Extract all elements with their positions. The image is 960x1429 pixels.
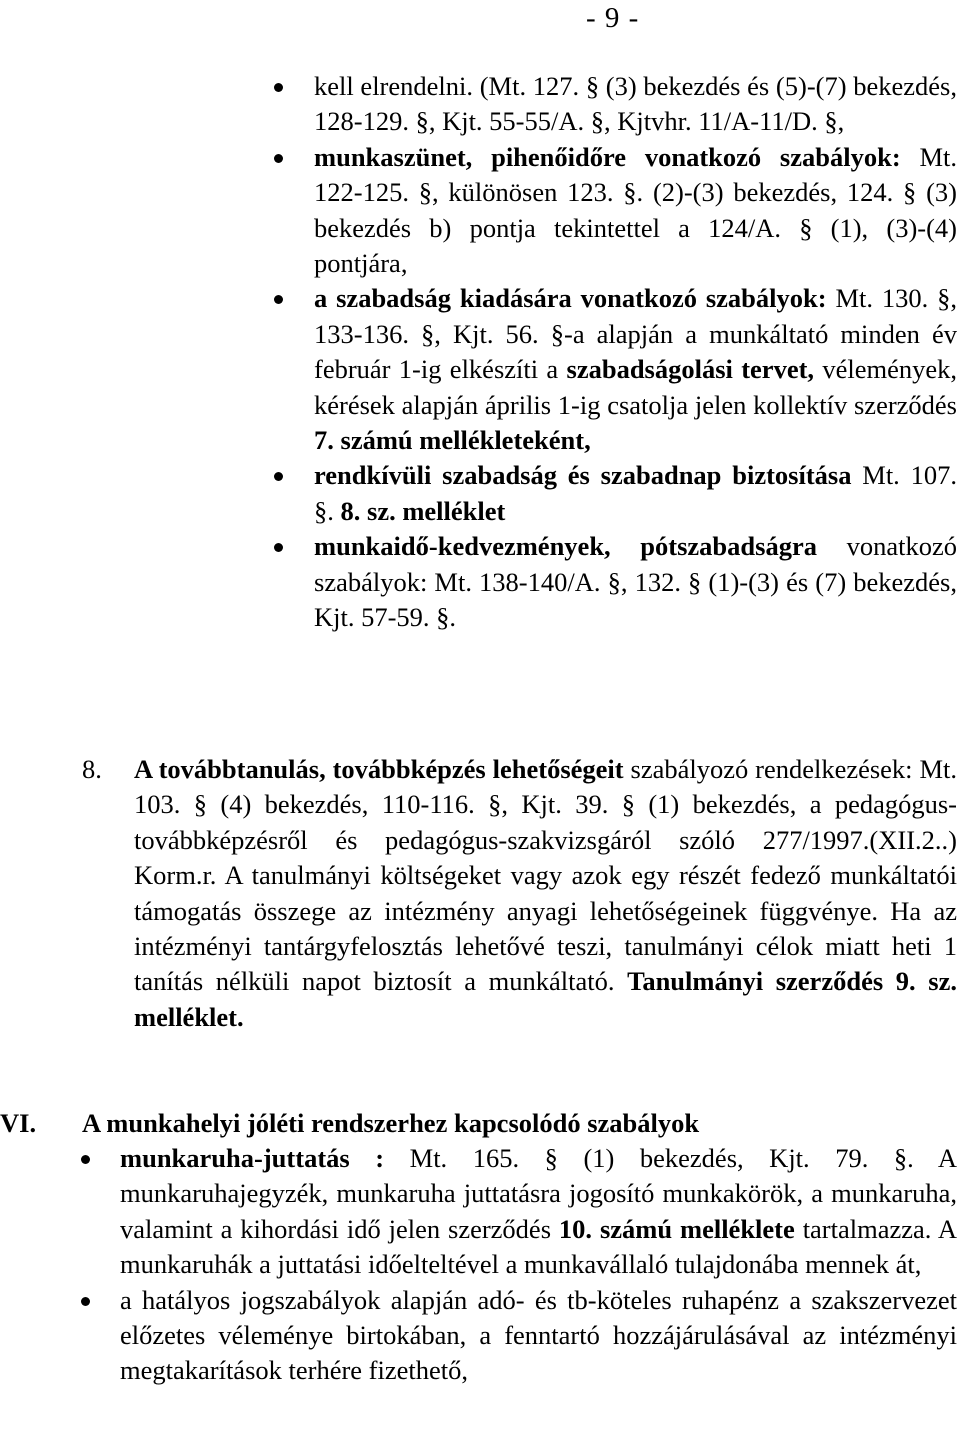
section-number: 8. [82,754,102,784]
list-item [314,458,957,529]
list-item-text: munkaidő-kedvezmények, pótszabadságra vonatkozó szabályok: Mt. 138-140/A. §, 132. § (1)-(3) és (7) bekezdés, Kjt. 57-59. §. [314,531,957,633]
bullet-icon [274,83,283,92]
list-item-text: munkaruha-juttatás : Mt. 165. § (1) bekezdés, Kjt. 79. §. A munkaruhajegyzék, munkaruha juttatásra jogosító munkakörök, a munkaruha, valamint a kihordási idő jelen szerződés 10. számú melléklete tartalmazza. A munkaruhák a juttatási időelteltével a munkavállaló tulajdonába mennek át, [120,1143,957,1280]
section-roman-numeral: VI. [0,1108,37,1138]
list-item-text: kell elrendelni. (Mt. 127. § (3) bekezdés és (5)-(7) bekezdés, 128-129. §, Kjt. 55-55/A. §, Kjtvhr. 11/A-11/D. §, [314,71,957,137]
bullet-icon [274,295,283,304]
bullet-list-provisions [314,69,957,636]
page-number: - 9 - [586,2,640,34]
list-item [314,281,957,458]
list-item-text: munkaszünet, pihenőidőre vonatkozó szabályok: Mt. 122-125. §, különösen 123. §. (2)-(3) bekezdés, 124. § (3) bekezdés b) pontja tekintettel a 124/A. § (1), (3)-(4) pontjára, [314,141,957,279]
bullet-icon [274,154,283,163]
section-8-paragraph [82,752,957,1035]
list-item-text: a szabadság kiadására vonatkozó szabályok: Mt. 130. §, 133-136. §, Kjt. 56. §-a alapján a munkáltató minden év február 1-ig elkészíti a szabadságolási tervet, vélemények, kérések alapján április 1-ig csatolja jelen kollektív szerződés 7. számú mellékleteként, [314,283,957,456]
bullet-icon [81,1155,90,1164]
bullet-icon [81,1297,90,1306]
bullet-icon [274,472,283,481]
section-8-text: A továbbtanulás, továbbképzés lehetőségeit szabályozó rendelkezések: Mt. 103. § (4) bekezdés, 110-116. §, Kjt. 39. § (1) bekezdés, a pedagógus-továbbképzésről és pedagógus-szakvizsgáról szóló 277/1997.(XII.2..) Korm.r. A tanulmányi költségeket vagy azok egy részét fedező munkáltatói támogatás összege az intézmény anyagi lehetőségeinek függvénye. Ha az intézményi tantárgyfelosztás lehetővé teszi, tanulmányi célok miatt heti 1 tanítás nélküli napot biztosít a munkáltató. Tanulmányi szerződés 9. sz. melléklet. [134,754,957,1032]
bullet-icon [274,543,283,552]
list-item [120,1283,957,1389]
bullet-list-welfare [120,1141,957,1389]
list-item [314,140,957,282]
list-item-text: rendkívüli szabadság és szabadnap biztosítása Mt. 107. §. 8. sz. melléklet [314,460,957,526]
list-item [314,69,957,140]
list-item [120,1141,957,1283]
list-item [314,529,957,635]
section-title: A munkahelyi jóléti rendszerhez kapcsolódó szabályok [82,1108,700,1138]
list-item-text: a hatályos jogszabályok alapján adó- és tb-köteles ruhapénz a szakszervezet előzetes véleménye birtokában, a fenntartó hozzájárulásával az intézményi megtakarítások terhére fizethető, [120,1284,957,1386]
